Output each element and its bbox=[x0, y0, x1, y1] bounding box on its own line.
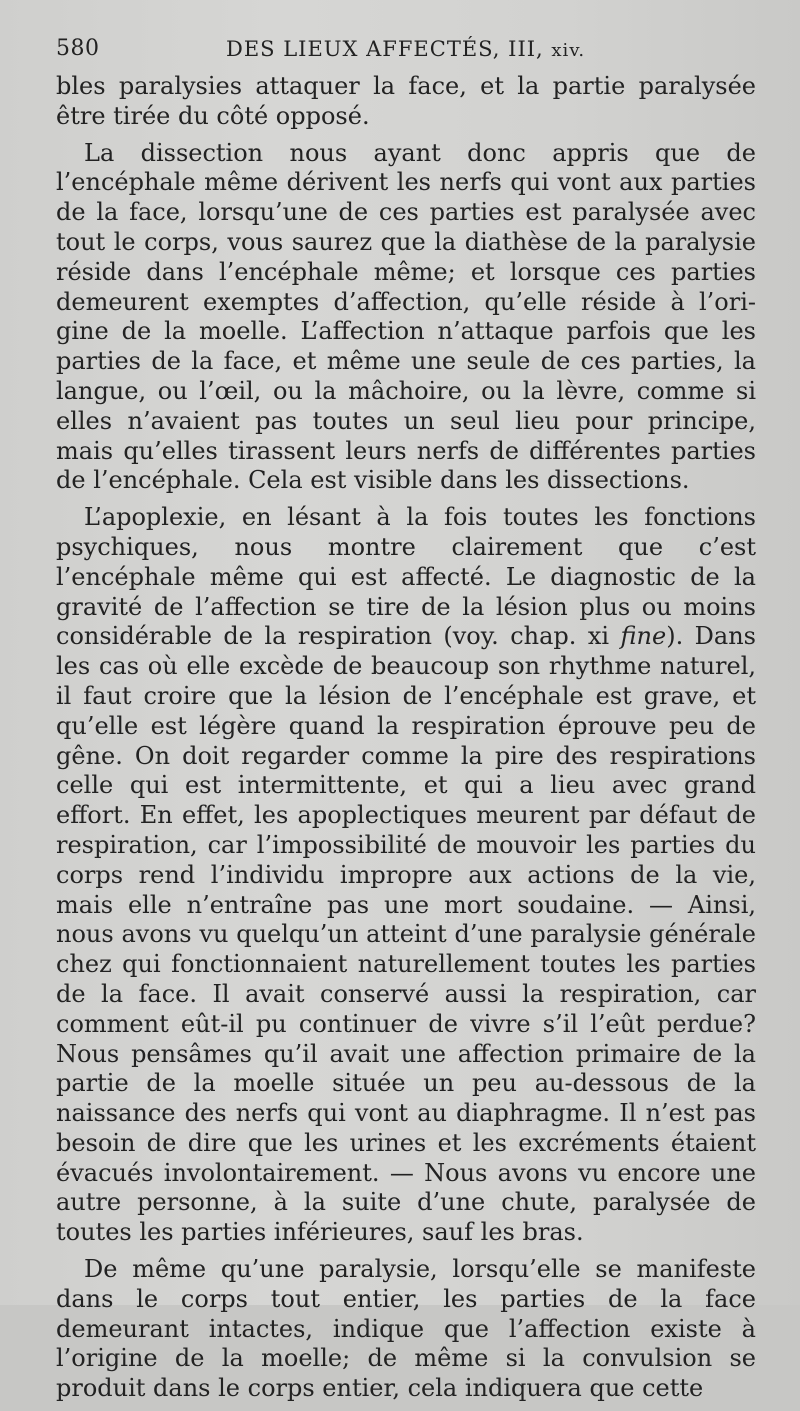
body-text bbox=[56, 72, 756, 1411]
running-title-text: DES LIEUX AFFECTÉS, III, bbox=[226, 37, 544, 61]
paragraph-4: De même qu’une paralysie, lorsqu’elle se manifeste dans le corps tout entier, les parties de la face demeurant intactes, indique que l’affection existe à l’origine de la moelle; de même si la convulsion se produit dans le corps entier, cela indiquera que cette bbox=[56, 1255, 756, 1403]
page-number: 580 bbox=[56, 36, 100, 61]
paragraph-3 bbox=[56, 503, 756, 1248]
paragraph-2: La dissection nous ayant donc appris que de l’encéphale même dérivent les nerfs qui vont aux parties de la face, lorsqu’une de ces parties est paralysée avec tout le corps, vous saurez que la diathèse de la paralysie réside dans l’encéphale même; et lorsque ces parties demeurent exemptes d’affection, qu’elle réside à l’origine de la moelle. L’affection n’attaque parfois que les parties de la face, et même une seule de ces parties, la langue, ou l’œil, ou la mâchoire, ou la lèvre, comme si elles n’avaient pas toutes un seul lieu pour principe, mais qu’elles tirassent leurs nerfs de différentes parties de l’encéphale. Cela est visible dans les dissections. bbox=[56, 138, 756, 495]
paragraph-3-italic: fine bbox=[620, 622, 667, 651]
paragraph-1: bles paralysies attaquer la face, et la partie paralysée être tirée du côté opposé. bbox=[56, 72, 756, 130]
paragraph-3-part-2: ). Dans les cas où elle excède de beaucoup son rhythme naturel, il faut croire que la lésion de l’encéphale est grave, et qu’elle est légère quand la respiration éprouve peu de gêne. On doit regarder comme la pire des respirations celle qui est intermittente, et qui a lieu avec grand effort. En effet, les apoplectiques meurent par défaut de respiration, car l’impossibilité de mouvoir les parties du corps rend l’individu impropre aux actions de la vie, mais elle n’entraîne pas une mort soudaine. — Ainsi, nous avons vu quelqu’un atteint d’une paralysie générale chez qui fonctionnaient naturellement toutes les parties de la face. Il avait conservé aussi la respiration, car comment eût-il pu continuer de vivre s’il l’eût perdue? Nous pensâmes qu’il avait une affection primaire de la partie de la moelle située un peu au-dessous de la naissance des nerfs qui vont au diaphragme. Il n’est pas besoin de dire que les urines et les excréments étaient évacués involontairement. — Nous avons vu encore une autre personne, à la suite d’une chute, paralysée de toutes les parties inférieures, sauf les bras. bbox=[56, 622, 756, 1247]
page-header bbox=[56, 36, 756, 68]
paragraph-3-part-1: L’apoplexie, en lésant à la fois toutes les fonctions psychiques, nous montre clairement que c’est l’encéphale même qui est affecté. Le diagnostic de la gravité de l’affection se tire de la lésion plus ou moins considérable de la respiration (voy. chap. xi bbox=[56, 503, 756, 651]
chapter-number: xiv. bbox=[551, 40, 586, 61]
running-title bbox=[226, 37, 585, 61]
